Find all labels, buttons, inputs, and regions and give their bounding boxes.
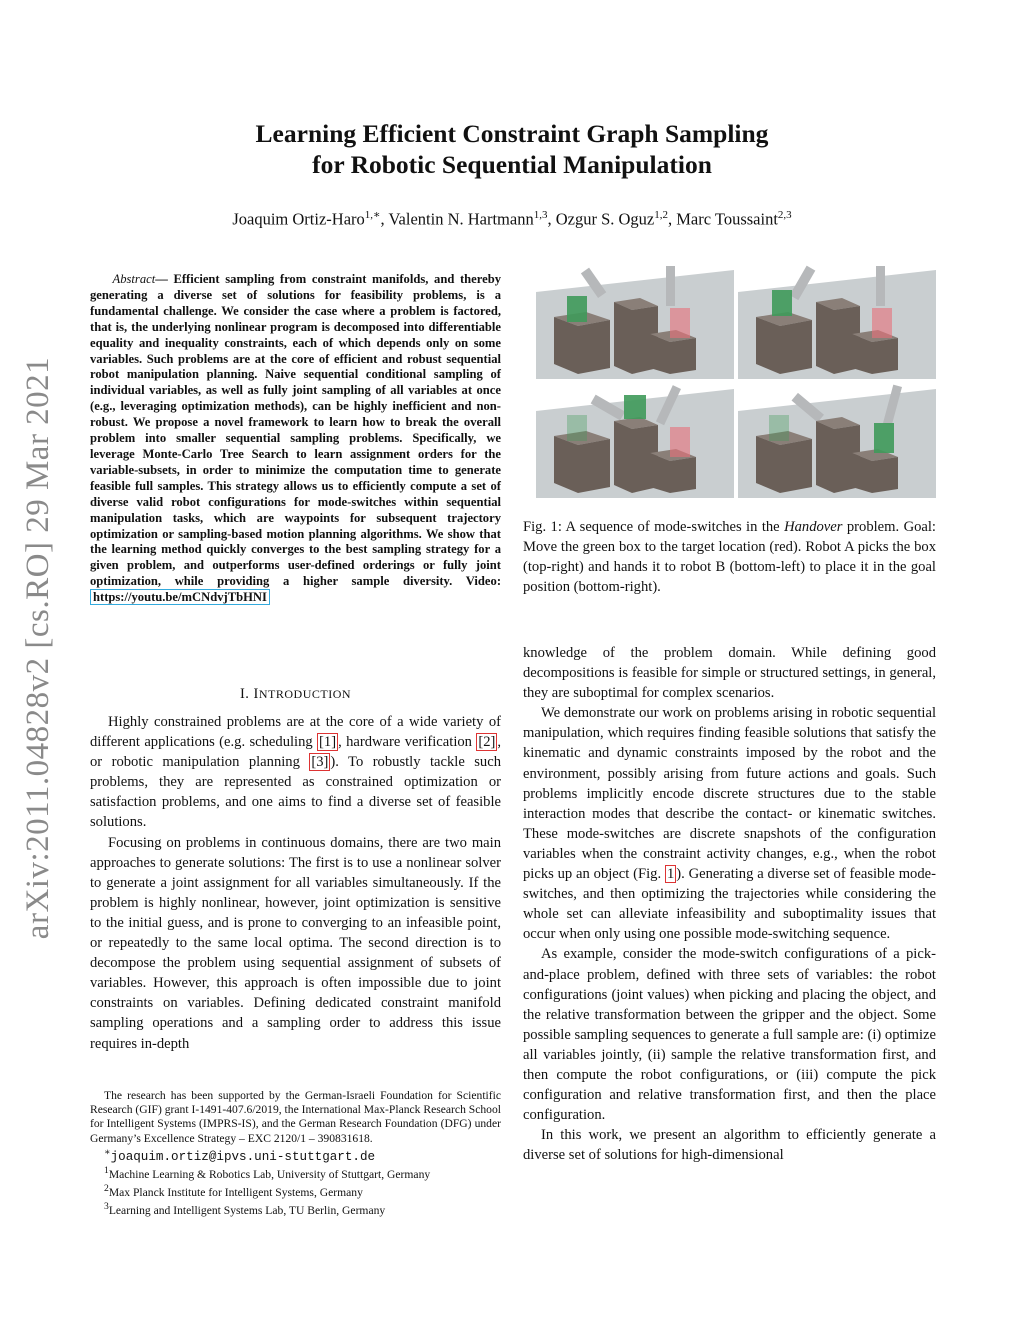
author-name: Ozgur S. Oguz bbox=[555, 209, 655, 229]
target-location bbox=[872, 308, 892, 338]
robot-arm-icon bbox=[666, 266, 675, 306]
pedestal-box bbox=[756, 317, 780, 374]
abstract-body: Efficient sampling from constraint manifolds, and thereby generating a diverse set of solutions for feasibility problems, is a fundamental challenge. We consider the case where a problem is factored, that is, the underlying nonlinear program is decomposed into differentiable equality and inequality constraints, each of which depends only on some variables. Such problems are at the core of efficient and robust sequential robot manipulation planning. Naive sequential conditional sampling of individual variables, as well as fully joint sampling of all variables at once (e.g., leveraging optimization methods), can be highly inefficient and non-robust. We propose a novel framework to learn how to break the overall problem into smaller sequential sampling problems. Specifically, we leverage Monte-Carlo Tree Search to learn assignment orders for the variable-subsets, in order to minimize the computation time to generate feasible full samples. This strategy allows us to efficiently compute a set of diverse valid robot configurations for mode-switches within sequential manipulation tasks, which are waypoints for subsequent trajectory optimization or sampling-based motion planning algorithms. We show that the learning method quickly converges to the best sampling strategy for a given problem, and outperforms user-defined orderings or fully joint optimization, while providing a higher sample diversity. bbox=[90, 272, 501, 589]
author-name: Valentin N. Hartmann bbox=[388, 209, 534, 229]
figure-1-robot-scenes bbox=[536, 262, 936, 497]
paper-title bbox=[0, 118, 1024, 180]
footnote-affiliation: $^2$Max Planck Institute for Intelligent Systems, Germany bbox=[104, 1182, 363, 1199]
pedestal-box bbox=[872, 457, 898, 493]
scene-panel-bottom-left bbox=[536, 381, 734, 498]
paragraph: knowledge of the problem domain. While defining good decompositions is feasible for simple or structured settings, in general, they are suboptimal for complex scenarios. bbox=[523, 645, 936, 702]
arxiv-identifier: arXiv:2011.04828v2 [cs.RO] 29 Mar 2021 bbox=[20, 356, 56, 940]
author-affiliation: 1,3 bbox=[533, 209, 548, 221]
author-name: Joaquim Ortiz-Haro bbox=[232, 209, 365, 229]
citation-link[interactable]: [3] bbox=[311, 754, 329, 771]
green-box bbox=[874, 423, 894, 453]
author-affiliation: 1,2 bbox=[654, 209, 668, 221]
left-column-body bbox=[90, 712, 501, 1054]
robot-arm-icon bbox=[876, 266, 885, 306]
pedestal-box bbox=[816, 302, 834, 374]
funding-note: The research has been supported by the German-Israeli Foundation for Scientific Research (GIF) grant I-1491-407.6/2019, the International Max-Planck Research School for Intelligent Systems (IMPRS-IS), and the German Research Foundation (DFG) under Germany’s Excellence Strategy – EXC 2120/1 – 390831618. bbox=[90, 1089, 501, 1145]
citation-link[interactable]: [2] bbox=[478, 734, 496, 751]
green-box-start-ghost bbox=[567, 415, 587, 441]
paragraph: Highly constrained problems are at the core of a wide variety of different applications (e.g. scheduling [1] , hardware verification [2] , or robotic manipulation planning [3] ). To robustly tackle such problems, they are represented as constrained optimization or satisfaction problems, and one aims to find a diverse set of feasible solutions. bbox=[90, 714, 502, 831]
pedestal-box bbox=[578, 439, 610, 493]
target-location bbox=[670, 427, 690, 457]
figure-1-caption: Fig. 1: A sequence of mode-switches in the Handover problem. Goal: Move the green box to the target location (red). Robot A picks the box (top-right) and hands it to robot B (bottom-left) to place it in the goal position (bottom-right). bbox=[523, 519, 936, 596]
green-box bbox=[567, 296, 587, 322]
green-box bbox=[624, 395, 646, 419]
pedestal-box bbox=[756, 436, 780, 493]
pedestal-box bbox=[816, 421, 834, 493]
right-column-body bbox=[523, 643, 936, 1165]
pedestal-box bbox=[554, 436, 578, 493]
target-location bbox=[670, 308, 690, 338]
footnote-email: ∗joaquim.ortiz@ipvs.uni-stuttgart.de bbox=[104, 1146, 376, 1164]
pedestal-box bbox=[670, 457, 696, 493]
paragraph: In this work, we present an algorithm to efficiently generate a diverse set of solutions for high-dimensional bbox=[523, 1127, 936, 1164]
pedestal-box bbox=[554, 317, 578, 374]
author-affiliation: 1,∗ bbox=[364, 209, 381, 221]
pedestal-box bbox=[614, 421, 632, 493]
title-line-2: for Robotic Sequential Manipulation bbox=[312, 150, 712, 179]
abstract: Abstract— Efficient sampling from constraint manifolds, and thereby generating a diverse set of solutions for feasibility problems, is a fundamental challenge. We consider the case where a problem is factored, that is, the underlying nonlinear program is decomposed into differentiable equality and inequality constraints, each of which depends only on some variables. Such problems are at the core of efficient and robust sequential robot manipulation planning. Naive sequential conditional sampling of individual variables, as well as fully joint sampling of all variables at once (e.g., leveraging optimization methods), can be highly inefficient and non-robust. We propose a novel framework to learn how to break the overall problem into smaller sequential sampling problems. Specifically, we leverage Monte-Carlo Tree Search to learn assignment orders for the variable-subsets, in order to minimize the computation time to generate feasible full samples. This strategy allows us to efficiently compute a set of diverse valid robot configurations for mode-switches within sequential manipulation tasks, which are waypoints for subsequent trajectory optimization or sampling-based motion planning algorithms. We show that the learning method quickly converges to the best sampling strategy for a given problem, and outperforms user-defined orderings or fully joint optimization, while providing a higher sample diversity. Video: https://youtu.be/mCNdvjTbHNI bbox=[90, 272, 502, 605]
abstract-label: Abstract bbox=[112, 272, 156, 286]
green-box bbox=[772, 290, 792, 316]
pedestal-box bbox=[614, 302, 632, 374]
pedestal-box bbox=[780, 439, 812, 493]
pedestal-box bbox=[578, 320, 610, 374]
paragraph: Focusing on problems in continuous domains, there are two main approaches to generate solutions: The first is to use a nonlinear solver to generate a joint assignment for all variables simultaneously. If the problem is highly nonlinear, however, joint optimization is sensitive to the initial guess, and is prone to converging to an infeasible point, or repeatedly to the same local optima. The second direction is to decompose the problem using sequential assignment of subsets of variables. However, this approach is often impossible due to joint constraints on variables. Defining dedicated constraint manifold sampling operations and a sampling order to address this issue requires in-depth bbox=[90, 834, 501, 1052]
title-line-1: Learning Efficient Constraint Graph Sampling bbox=[255, 119, 769, 148]
pedestal-box bbox=[780, 320, 812, 374]
green-box-start-ghost bbox=[769, 415, 789, 441]
figure-link[interactable]: 1 bbox=[666, 866, 675, 883]
footnote-affiliation: $^3$Learning and Intelligent Systems Lab, TU Berlin, Germany bbox=[104, 1201, 386, 1217]
paragraph: We demonstrate our work on problems arising in robotic sequential manipulation, which requires finding feasible solutions that satisfy the kinematic and dynamic constraints imposed by the robot and the environment, possibly arising from future actions and goals. Such problems implicitly encode discrete structures due to the stable interaction modes that describe the contact- or kinematic switches. These mode-switches are discrete snapshots of the configuration variables when the constraint activity changes, e.g., when the robot picks up an object (Fig. 1 ). Generating a diverse set of feasible mode-switches, and then optimizing the trajectories while considering the whole set can alleviate infeasibility and suboptimality issues that occur when only using one possible mode-switching sequence. bbox=[523, 705, 936, 943]
scene-panel-top-left bbox=[536, 262, 734, 379]
scene-panel-top-right bbox=[738, 262, 936, 379]
author-name: Marc Toussaint bbox=[676, 209, 778, 229]
author-affiliation: 2,3 bbox=[777, 209, 792, 221]
section-heading-introduction: I. INTRODUCTION bbox=[239, 686, 352, 702]
video-label: Video: bbox=[465, 574, 502, 589]
footnotes bbox=[90, 1089, 501, 1218]
paragraph: As example, consider the mode-switch configurations of a pick-and-place problem, defined with three sets of variables: the robot configurations (joint values) when picking and placing the object, and the relative transformation between the gripper and the object. Some possible sampling sequences to generate a full sample are: (i) optimize all variables jointly, (ii) sample the relative transformation first, and then compute the robot configurations, or (iii) compute the pick configuration and relative transformation first, and then the place configuration. bbox=[523, 946, 936, 1124]
task-name: Handover bbox=[784, 519, 843, 535]
pedestal-box bbox=[670, 338, 696, 374]
author-list: Joaquim Ortiz-Haro$^{1,∗}$, Valentin N. Hartmann$^{1,3}$, Ozgur S. Oguz$^{1,2}$, Marc Toussaint$^{2,3}$ bbox=[232, 209, 792, 229]
video-link[interactable]: https://youtu.be/mCNdvjTbHNI bbox=[90, 589, 270, 605]
pedestal-box bbox=[872, 338, 898, 374]
scene-panel-bottom-right bbox=[738, 381, 936, 498]
footnote-affiliation: $^1$Machine Learning & Robotics Lab, University of Stuttgart, Germany bbox=[104, 1164, 431, 1181]
citation-link[interactable]: [1] bbox=[319, 734, 337, 751]
